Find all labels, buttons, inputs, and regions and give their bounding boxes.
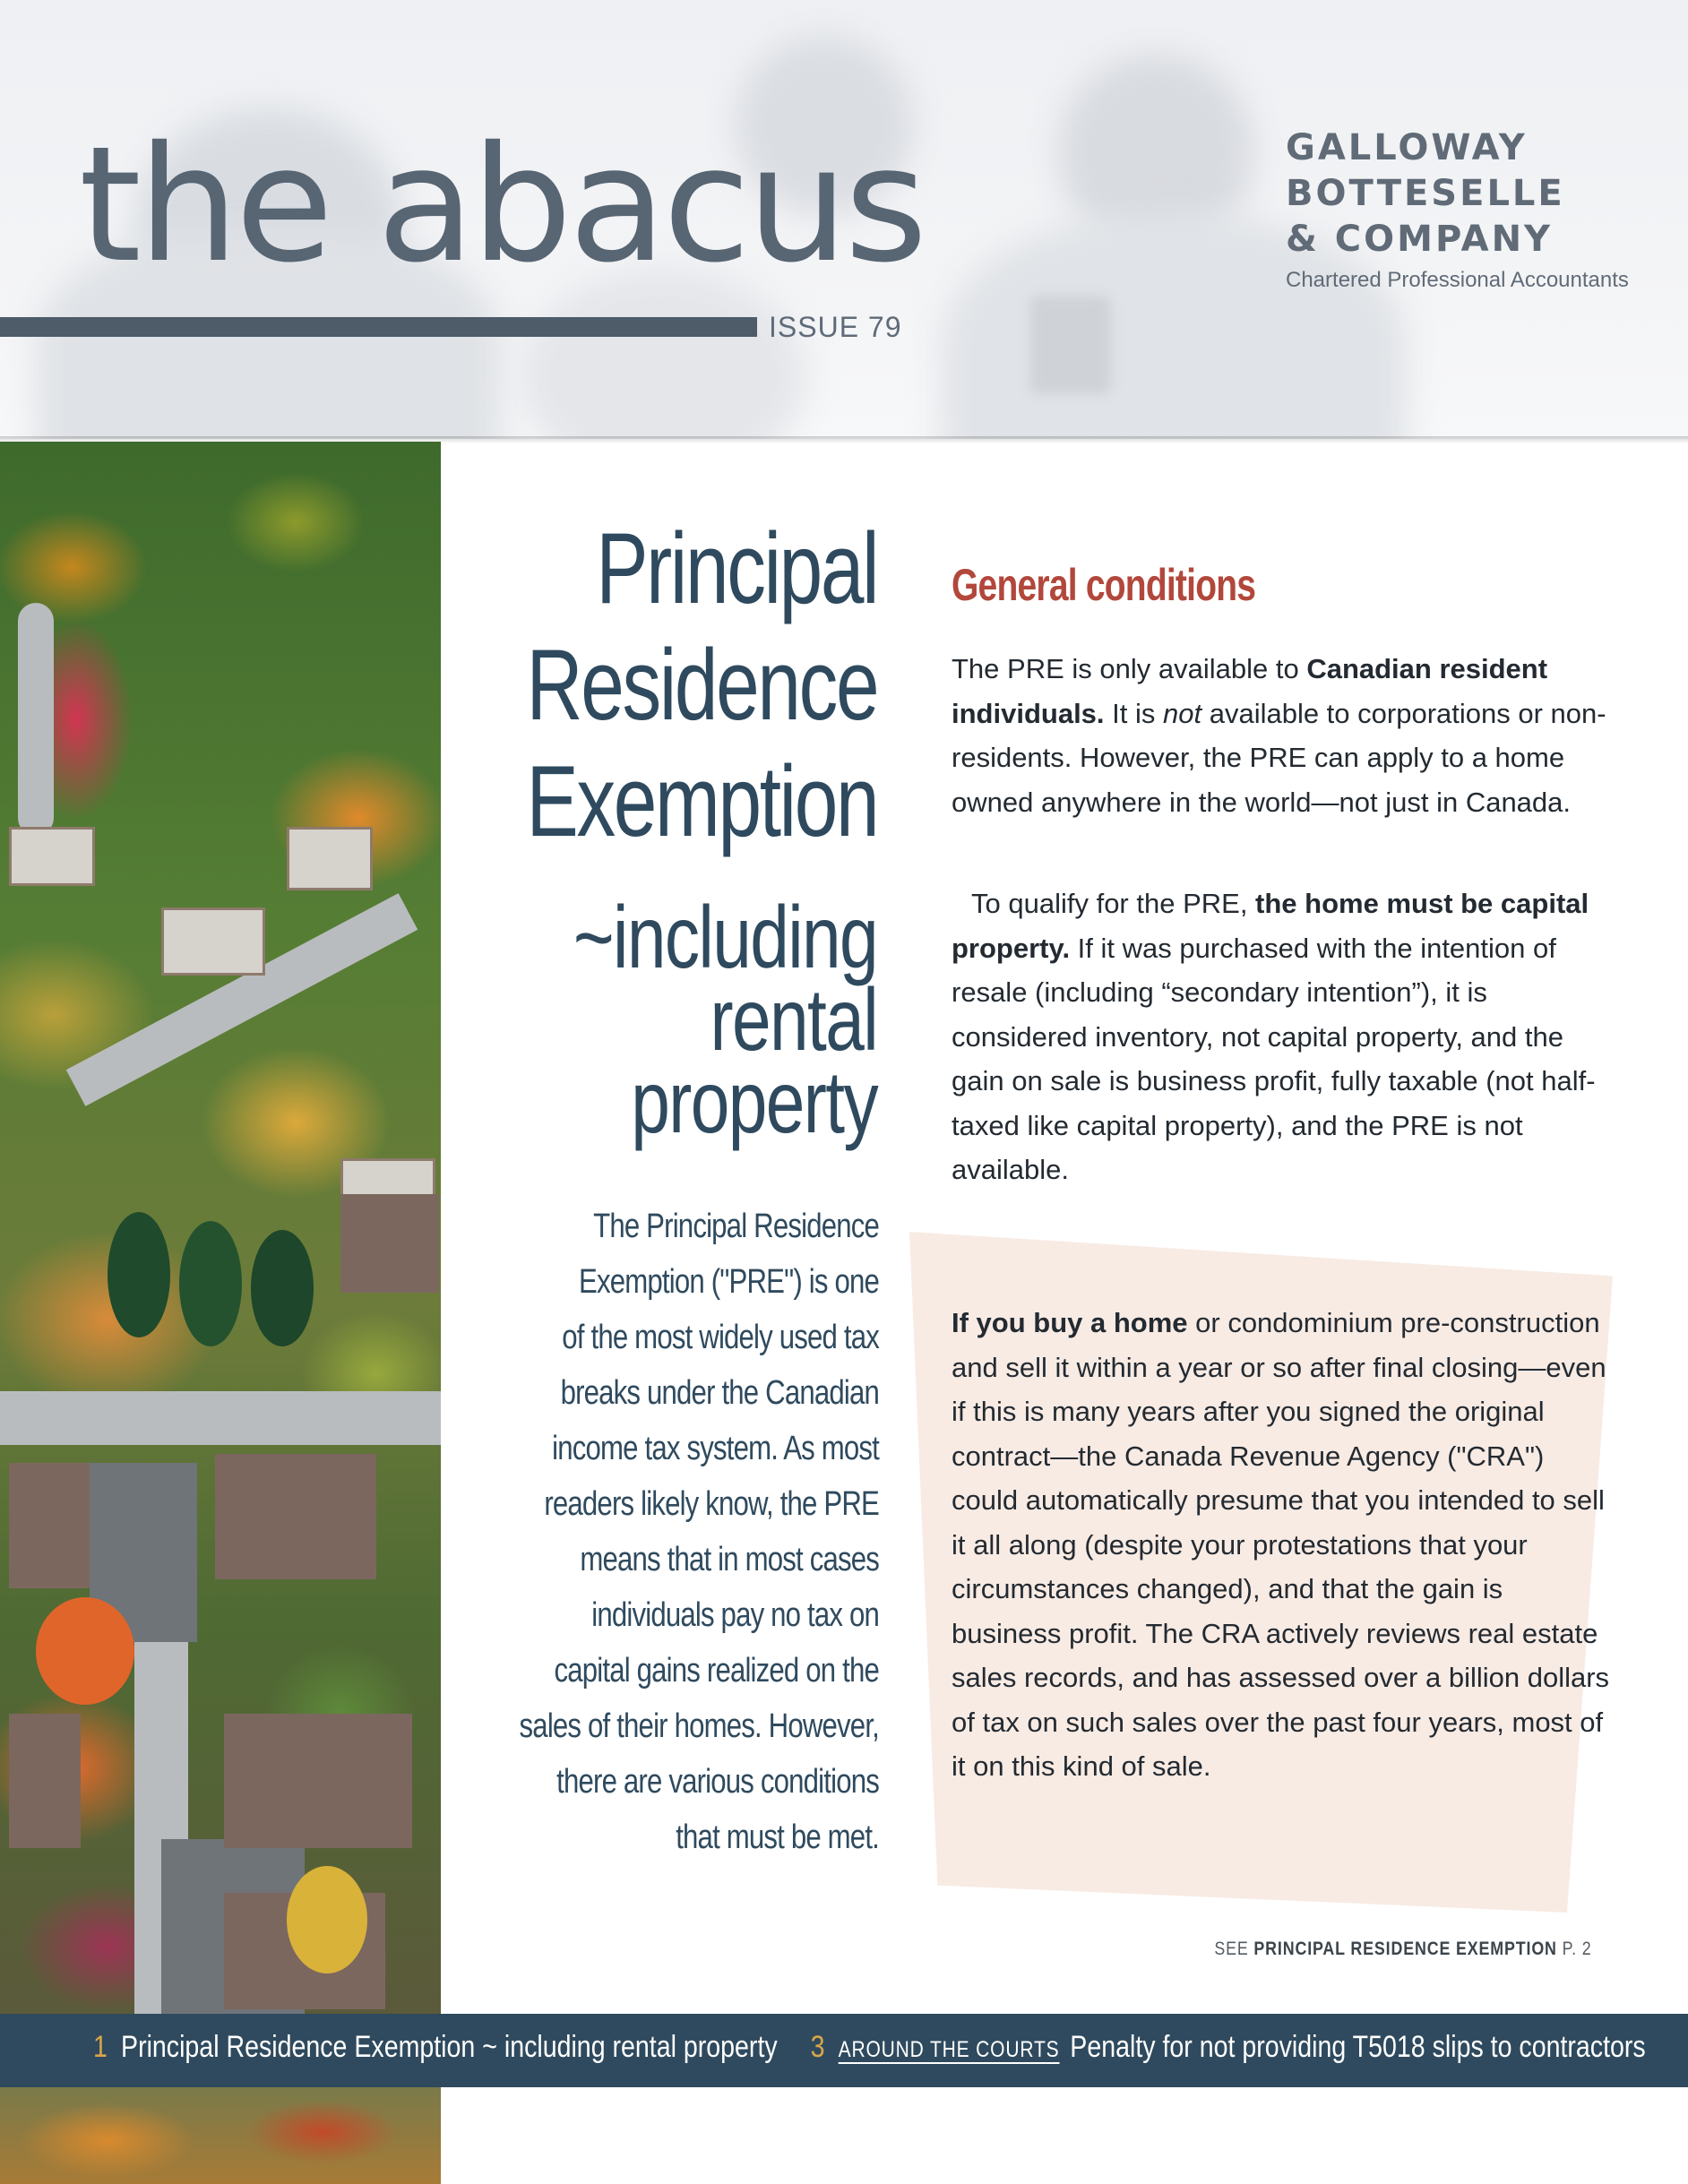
photo-road <box>18 603 54 836</box>
intro-line: income tax system. As most <box>552 1430 879 1467</box>
subhead-line: rental <box>710 970 877 1069</box>
contents-list <box>93 2030 1646 2065</box>
intro-line: breaks under the Canadian <box>560 1374 879 1412</box>
paragraph-text: available to corporations or non-residents. However, the PRE can apply to a home owned anywhere in the world—not just in Canada. <box>952 697 1606 818</box>
masthead <box>0 0 1688 439</box>
issue-number: ISSUE 79 <box>769 311 902 343</box>
subhead-line: property <box>631 1053 877 1151</box>
contents-page-number: 3 <box>810 2030 825 2064</box>
photo-road <box>0 1391 441 1445</box>
continued-reference <box>1214 1939 1591 1960</box>
intro-line: there are various conditions <box>556 1763 879 1801</box>
contents-bar <box>0 2014 1688 2087</box>
photo-tree <box>36 1597 134 1705</box>
firm-name-line: BOTTESELLE <box>1286 173 1565 214</box>
continued-prefix: SEE <box>1213 1939 1253 1959</box>
headline-line: Residence <box>526 629 877 741</box>
firm-name-line: & COMPANY <box>1286 219 1554 260</box>
paragraph-italic-text: not <box>1162 697 1202 729</box>
continued-page: P. 2 <box>1556 1939 1591 1959</box>
intro-line: capital gains realized on the <box>554 1652 879 1690</box>
intro-line: that must be met. <box>676 1819 879 1856</box>
headline-line: Principal <box>596 512 877 624</box>
paragraph-text: The PRE is only available to <box>952 653 1307 684</box>
article-subhead <box>573 888 877 1151</box>
contents-item-title: Principal Residence Exemption ~ including rental property <box>121 2030 778 2064</box>
paragraph-bold-text: Canadian resident individuals. <box>952 653 1548 729</box>
photo-house <box>161 907 265 976</box>
intro-line: means that in most cases <box>580 1541 879 1578</box>
photo-tree <box>251 1230 314 1346</box>
paragraph-bold-text: the home must be capital property. <box>952 888 1589 964</box>
photo-roof <box>215 1454 376 1579</box>
photo-tree <box>108 1212 170 1337</box>
contents-page-number: 1 <box>93 2030 108 2064</box>
title-rule <box>0 317 757 337</box>
intro-line: individuals pay no tax on <box>591 1596 879 1634</box>
aerial-neighbourhood-photo <box>0 442 441 2014</box>
paragraph-text: It is <box>1104 697 1163 729</box>
subhead-line: ~including <box>573 888 877 986</box>
photo-house <box>287 827 373 890</box>
photo-roof <box>9 1714 81 1848</box>
paragraph-text: If it was purchased with the intention of resale (including “secondary intention”), it is considered inventory, not capital property, and the gain on sale is business profit, fully taxable (not half-taxed like capital property), and the PRE is not available. <box>952 932 1596 1185</box>
firm-name-line: GALLOWAY <box>1286 127 1528 168</box>
firm-logo <box>1286 125 1629 293</box>
firm-subtitle: Chartered Professional Accountants <box>1286 268 1629 292</box>
photo-roof <box>9 1463 90 1588</box>
photo-roof <box>340 1194 439 1293</box>
article-intro <box>497 1199 879 1865</box>
callout-text <box>952 1301 1615 1789</box>
article-headline <box>526 511 877 860</box>
photo-tree <box>287 1866 367 1973</box>
intro-line: readers likely know, the PRE <box>544 1485 879 1523</box>
photo-tree <box>179 1221 242 1346</box>
section-title: General conditions <box>952 560 1256 610</box>
header-photo-shape <box>1030 296 1111 394</box>
photo-house <box>9 827 95 886</box>
callout-body-text: or condominium pre-construction and sell it within a year or so after final closing—even if this is many years after you signed the original contract—the Canada Revenue Agency ("CRA") could automatically presume that you intended to sell it all along (despite your protestations that your circumstances changed), and that the gain is business profit. The CRA actively reviews real estate sales records, and has assessed over a billion dollars of tax on such sales over the past four years, most of it on this kind of sale. <box>952 1307 1610 1782</box>
paragraph-text: To qualify for the PRE, <box>971 888 1256 919</box>
callout-bold-text: If you buy a home <box>952 1307 1188 1338</box>
intro-line: Exemption ("PRE") is one <box>579 1263 879 1301</box>
body-paragraph <box>952 647 1615 824</box>
newsletter-title: the abacus <box>79 112 925 297</box>
photo-roof <box>224 1714 412 1848</box>
contents-section-tag: AROUND THE COURTS <box>838 2037 1060 2062</box>
continued-target: PRINCIPAL RESIDENCE EXEMPTION <box>1253 1939 1557 1959</box>
headline-line: Exemption <box>526 745 877 857</box>
aerial-photo-bottom <box>0 2087 441 2184</box>
intro-line: of the most widely used tax <box>562 1319 879 1356</box>
intro-line: sales of their homes. However, <box>519 1707 879 1745</box>
body-paragraph <box>952 881 1615 1192</box>
contents-item-title: Penalty for not providing T5018 slips to contractors <box>1070 2030 1646 2064</box>
intro-line: The Principal Residence <box>593 1208 879 1245</box>
